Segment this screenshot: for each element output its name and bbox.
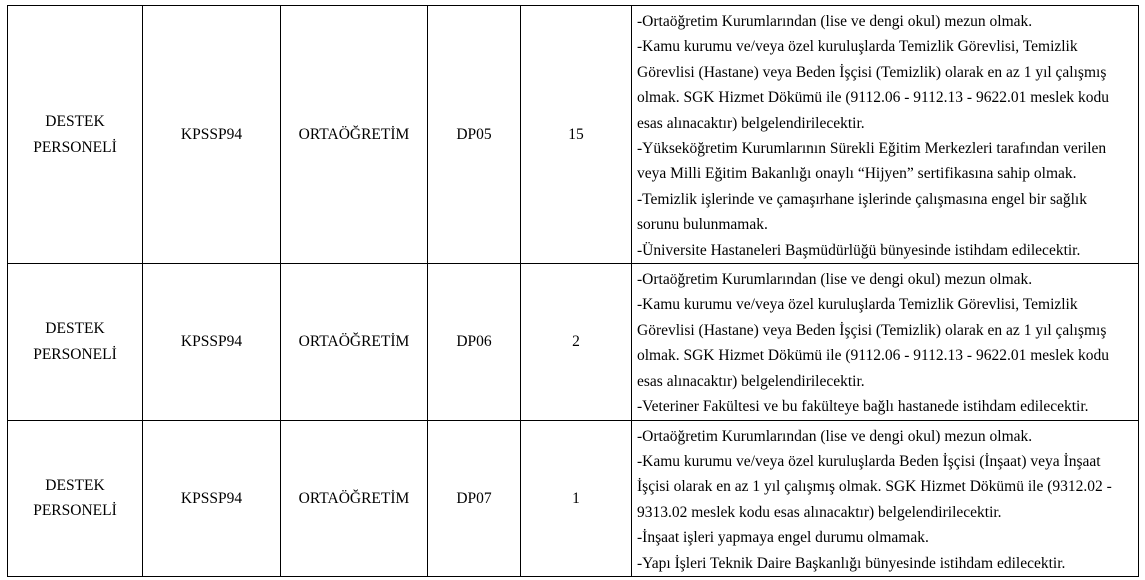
- requirement-line: olmak. SGK Hizmet Dökümü ile (9112.06 - 9112.13 - 9622.01 meslek kodu: [637, 347, 1109, 365]
- table-row: [8, 264, 1139, 420]
- positions-table: [7, 5, 1139, 577]
- unit-cell: [8, 264, 143, 420]
- position-code-cell: DP05: [428, 6, 521, 264]
- requirement-line: olmak. SGK Hizmet Dökümü ile (9112.06 - 9112.13 - 9622.01 meslek kodu: [637, 89, 1109, 107]
- requirement-line: 9313.02 meslek kodu esas alınacaktır) belgelendirilecektir.: [637, 503, 1002, 521]
- education-cell: ORTAÖĞRETİM: [281, 6, 428, 264]
- requirement-line: -Temizlik işlerinde ve çamaşırhane işlerinde çalışmasına engel bir sağlık: [637, 190, 1087, 208]
- unit-line: DESTEK: [45, 113, 105, 131]
- unit-cell: [8, 6, 143, 264]
- table-row: [8, 6, 1139, 264]
- unit-line: PERSONELİ: [33, 345, 117, 363]
- position-count-cell: 15: [521, 6, 632, 264]
- requirements-cell: [632, 420, 1139, 576]
- requirements-cell: [632, 6, 1139, 264]
- requirement-line: İşçisi olarak en az 1 yıl çalışmış olmak. SGK Hizmet Dökümü ile (9312.02 -: [637, 478, 1112, 496]
- position-count-cell: 2: [521, 264, 632, 420]
- requirement-line: esas alınacaktır) belgelendirilecektir.: [637, 372, 865, 390]
- unit-line: DESTEK: [45, 476, 105, 494]
- education-cell: ORTAÖĞRETİM: [281, 420, 428, 576]
- score-type-cell: KPSSP94: [143, 264, 281, 420]
- position-code-cell: DP07: [428, 420, 521, 576]
- requirement-line: -İnşaat işleri yapmaya engel durumu olmamak.: [637, 529, 929, 547]
- requirement-line: -Yükseköğretim Kurumlarının Sürekli Eğitim Merkezleri tarafından verilen: [637, 140, 1107, 158]
- requirement-line: -Kamu kurumu ve/veya özel kuruluşlarda Beden İşçisi (İnşaat) veya İnşaat: [637, 452, 1101, 470]
- requirement-line: sorunu bulunmamak.: [637, 216, 768, 234]
- position-count-cell: 1: [521, 420, 632, 576]
- table-row: [8, 420, 1139, 576]
- requirement-line: -Kamu kurumu ve/veya özel kuruluşlarda Temizlik Görevlisi, Temizlik: [637, 296, 1078, 314]
- unit-line: PERSONELİ: [33, 138, 117, 156]
- requirement-line: -Kamu kurumu ve/veya özel kuruluşlarda Temizlik Görevlisi, Temizlik: [637, 38, 1078, 56]
- requirement-line: -Ortaöğretim Kurumlarından (lise ve dengi okul) mezun olmak.: [637, 271, 1033, 289]
- requirements-cell: [632, 264, 1139, 420]
- requirement-line: Görevlisi (Hastane) veya Beden İşçisi (Temizlik) olarak en az 1 yıl çalışmış: [637, 63, 1107, 81]
- unit-line: PERSONELİ: [33, 502, 117, 520]
- requirement-line: -Ortaöğretim Kurumlarından (lise ve dengi okul) mezun olmak.: [637, 13, 1033, 30]
- requirement-line: esas alınacaktır) belgelendirilecektir.: [637, 114, 865, 132]
- requirement-line: -Yapı İşleri Teknik Daire Başkanlığı bünyesinde istihdam edilecektir.: [637, 554, 1066, 572]
- education-cell: ORTAÖĞRETİM: [281, 264, 428, 420]
- requirement-line: -Veteriner Fakültesi ve bu fakülteye bağlı hastanede istihdam edilecektir.: [637, 398, 1089, 416]
- score-type-cell: KPSSP94: [143, 420, 281, 576]
- unit-line: DESTEK: [45, 320, 105, 338]
- requirement-line: Görevlisi (Hastane) veya Beden İşçisi (Temizlik) olarak en az 1 yıl çalışmış: [637, 321, 1107, 339]
- score-type-cell: KPSSP94: [143, 6, 281, 264]
- unit-cell: [8, 420, 143, 576]
- requirement-line: veya Milli Eğitim Bakanlığı onaylı “Hijyen” sertifikasına sahip olmak.: [637, 165, 1077, 183]
- position-code-cell: DP06: [428, 264, 521, 420]
- requirement-line: -Üniversite Hastaneleri Başmüdürlüğü bünyesinde istihdam edilecektir.: [637, 241, 1081, 259]
- requirement-line: -Ortaöğretim Kurumlarından (lise ve dengi okul) mezun olmak.: [637, 427, 1033, 445]
